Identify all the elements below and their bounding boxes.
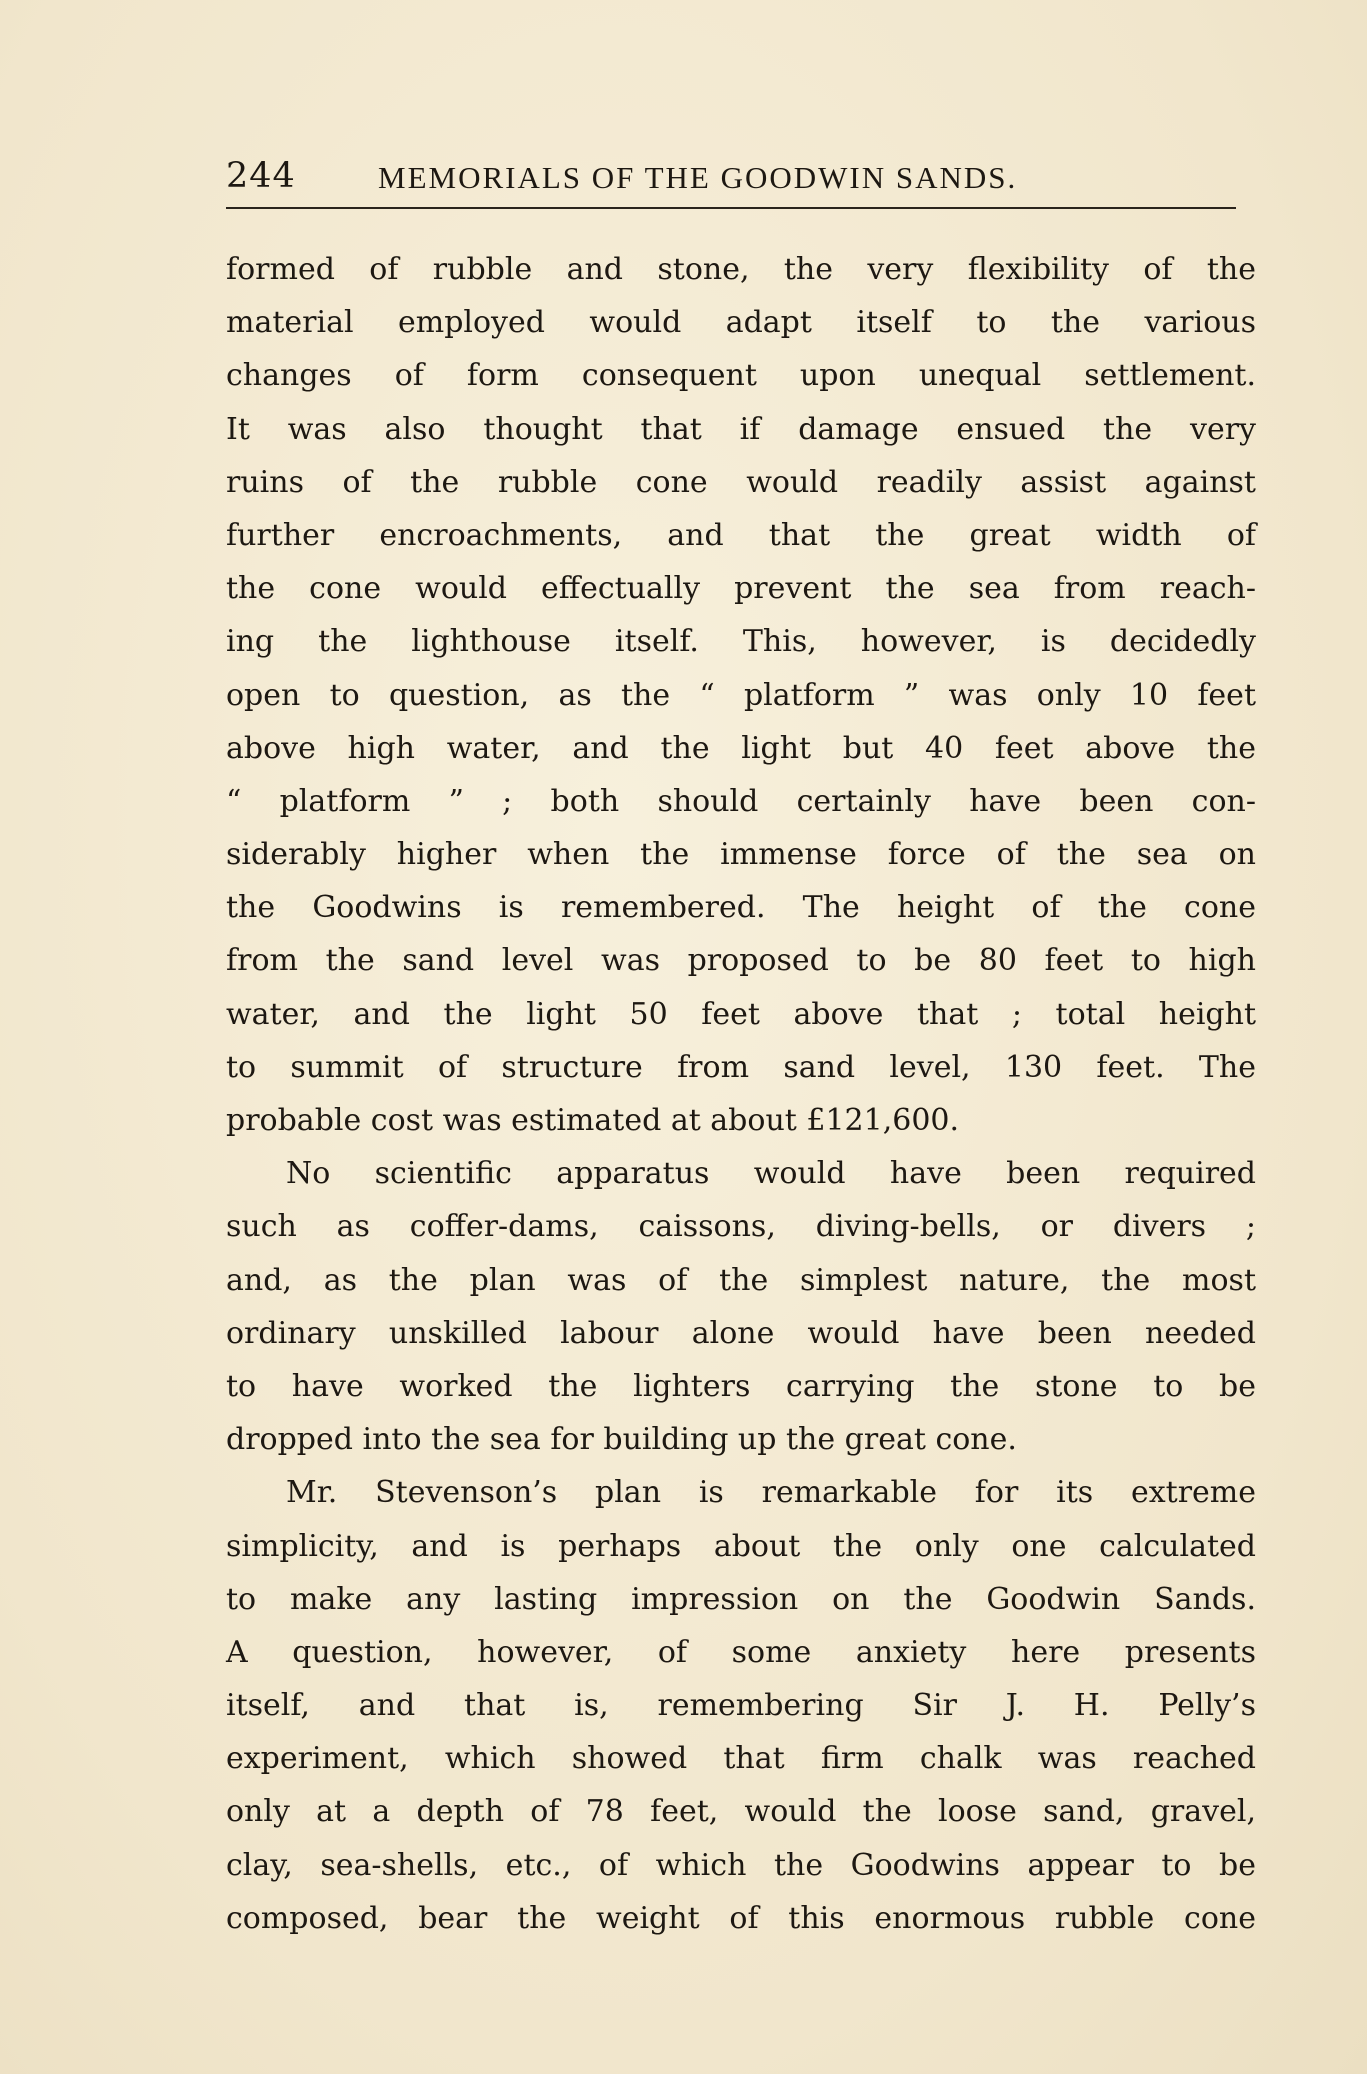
text-line: experiment, which showed that firm chalk was reached	[226, 1741, 1256, 1777]
text-line: the cone would effectually prevent the sea from reach-	[226, 571, 1256, 607]
text-line: to summit of structure from sand level, 130 feet. The	[226, 1049, 1256, 1085]
text-line: water, and the light 50 feet above that ; total height	[226, 996, 1256, 1032]
text-line: further encroachments, and that the great width of	[226, 517, 1256, 553]
text-line: clay, sea-shells, etc., of which the Goodwins appear to be	[226, 1847, 1256, 1883]
text-line: material employed would adapt itself to the various	[226, 305, 1256, 341]
text-line: itself, and that is, remembering Sir J. H. Pelly’s	[226, 1688, 1256, 1724]
header-rule	[226, 207, 1236, 209]
text-line: the Goodwins is remembered. The height of the cone	[226, 890, 1256, 926]
text-line: composed, bear the weight of this enormous rubble cone	[226, 1900, 1256, 1936]
page-number: 244	[226, 156, 296, 196]
text-line: simplicity, and is perhaps about the only one calculated	[226, 1528, 1256, 1564]
text-line: siderably higher when the immense force of the sea on	[226, 837, 1256, 873]
paragraph-start-line: No scientific apparatus would have been required	[286, 1156, 1256, 1192]
text-line: above high water, and the light but 40 feet above the	[226, 730, 1256, 766]
text-line: A question, however, of some anxiety here presents	[226, 1634, 1256, 1670]
text-line: changes of form consequent upon unequal settlement.	[226, 358, 1256, 394]
body-text	[226, 248, 1256, 1950]
paragraph-start-line: Mr. Stevenson’s plan is remarkable for its extreme	[286, 1475, 1256, 1511]
text-line: to have worked the lighters carrying the stone to be	[226, 1368, 1256, 1404]
text-line: only at a depth of 78 feet, would the loose sand, gravel,	[226, 1794, 1256, 1830]
text-line: It was also thought that if damage ensued the very	[226, 411, 1256, 447]
paragraph-end-line: probable cost was estimated at about £121,600.	[226, 1103, 960, 1138]
text-line: to make any lasting impression on the Goodwin Sands.	[226, 1581, 1256, 1617]
text-line: formed of rubble and stone, the very flexibility of the	[226, 252, 1256, 287]
text-line: open to question, as the “ platform ” was only 10 feet	[226, 677, 1256, 713]
text-line: and, as the plan was of the simplest nature, the most	[226, 1262, 1256, 1298]
text-line: ing the lighthouse itself. This, however, is decidedly	[226, 624, 1256, 660]
paragraph-end-line: dropped into the sea for building up the great cone.	[226, 1422, 1017, 1458]
running-title: MEMORIALS OF THE GOODWIN SANDS.	[378, 160, 1018, 195]
text-line: from the sand level was proposed to be 80 feet to high	[226, 943, 1256, 979]
text-line: such as coffer-dams, caissons, diving-bells, or divers ;	[226, 1209, 1256, 1245]
text-line: ordinary unskilled labour alone would have been needed	[226, 1315, 1256, 1351]
text-line: ruins of the rubble cone would readily assist against	[226, 464, 1256, 500]
running-head	[226, 152, 1236, 200]
text-line: “ platform ” ; both should certainly have been con-	[226, 783, 1256, 819]
